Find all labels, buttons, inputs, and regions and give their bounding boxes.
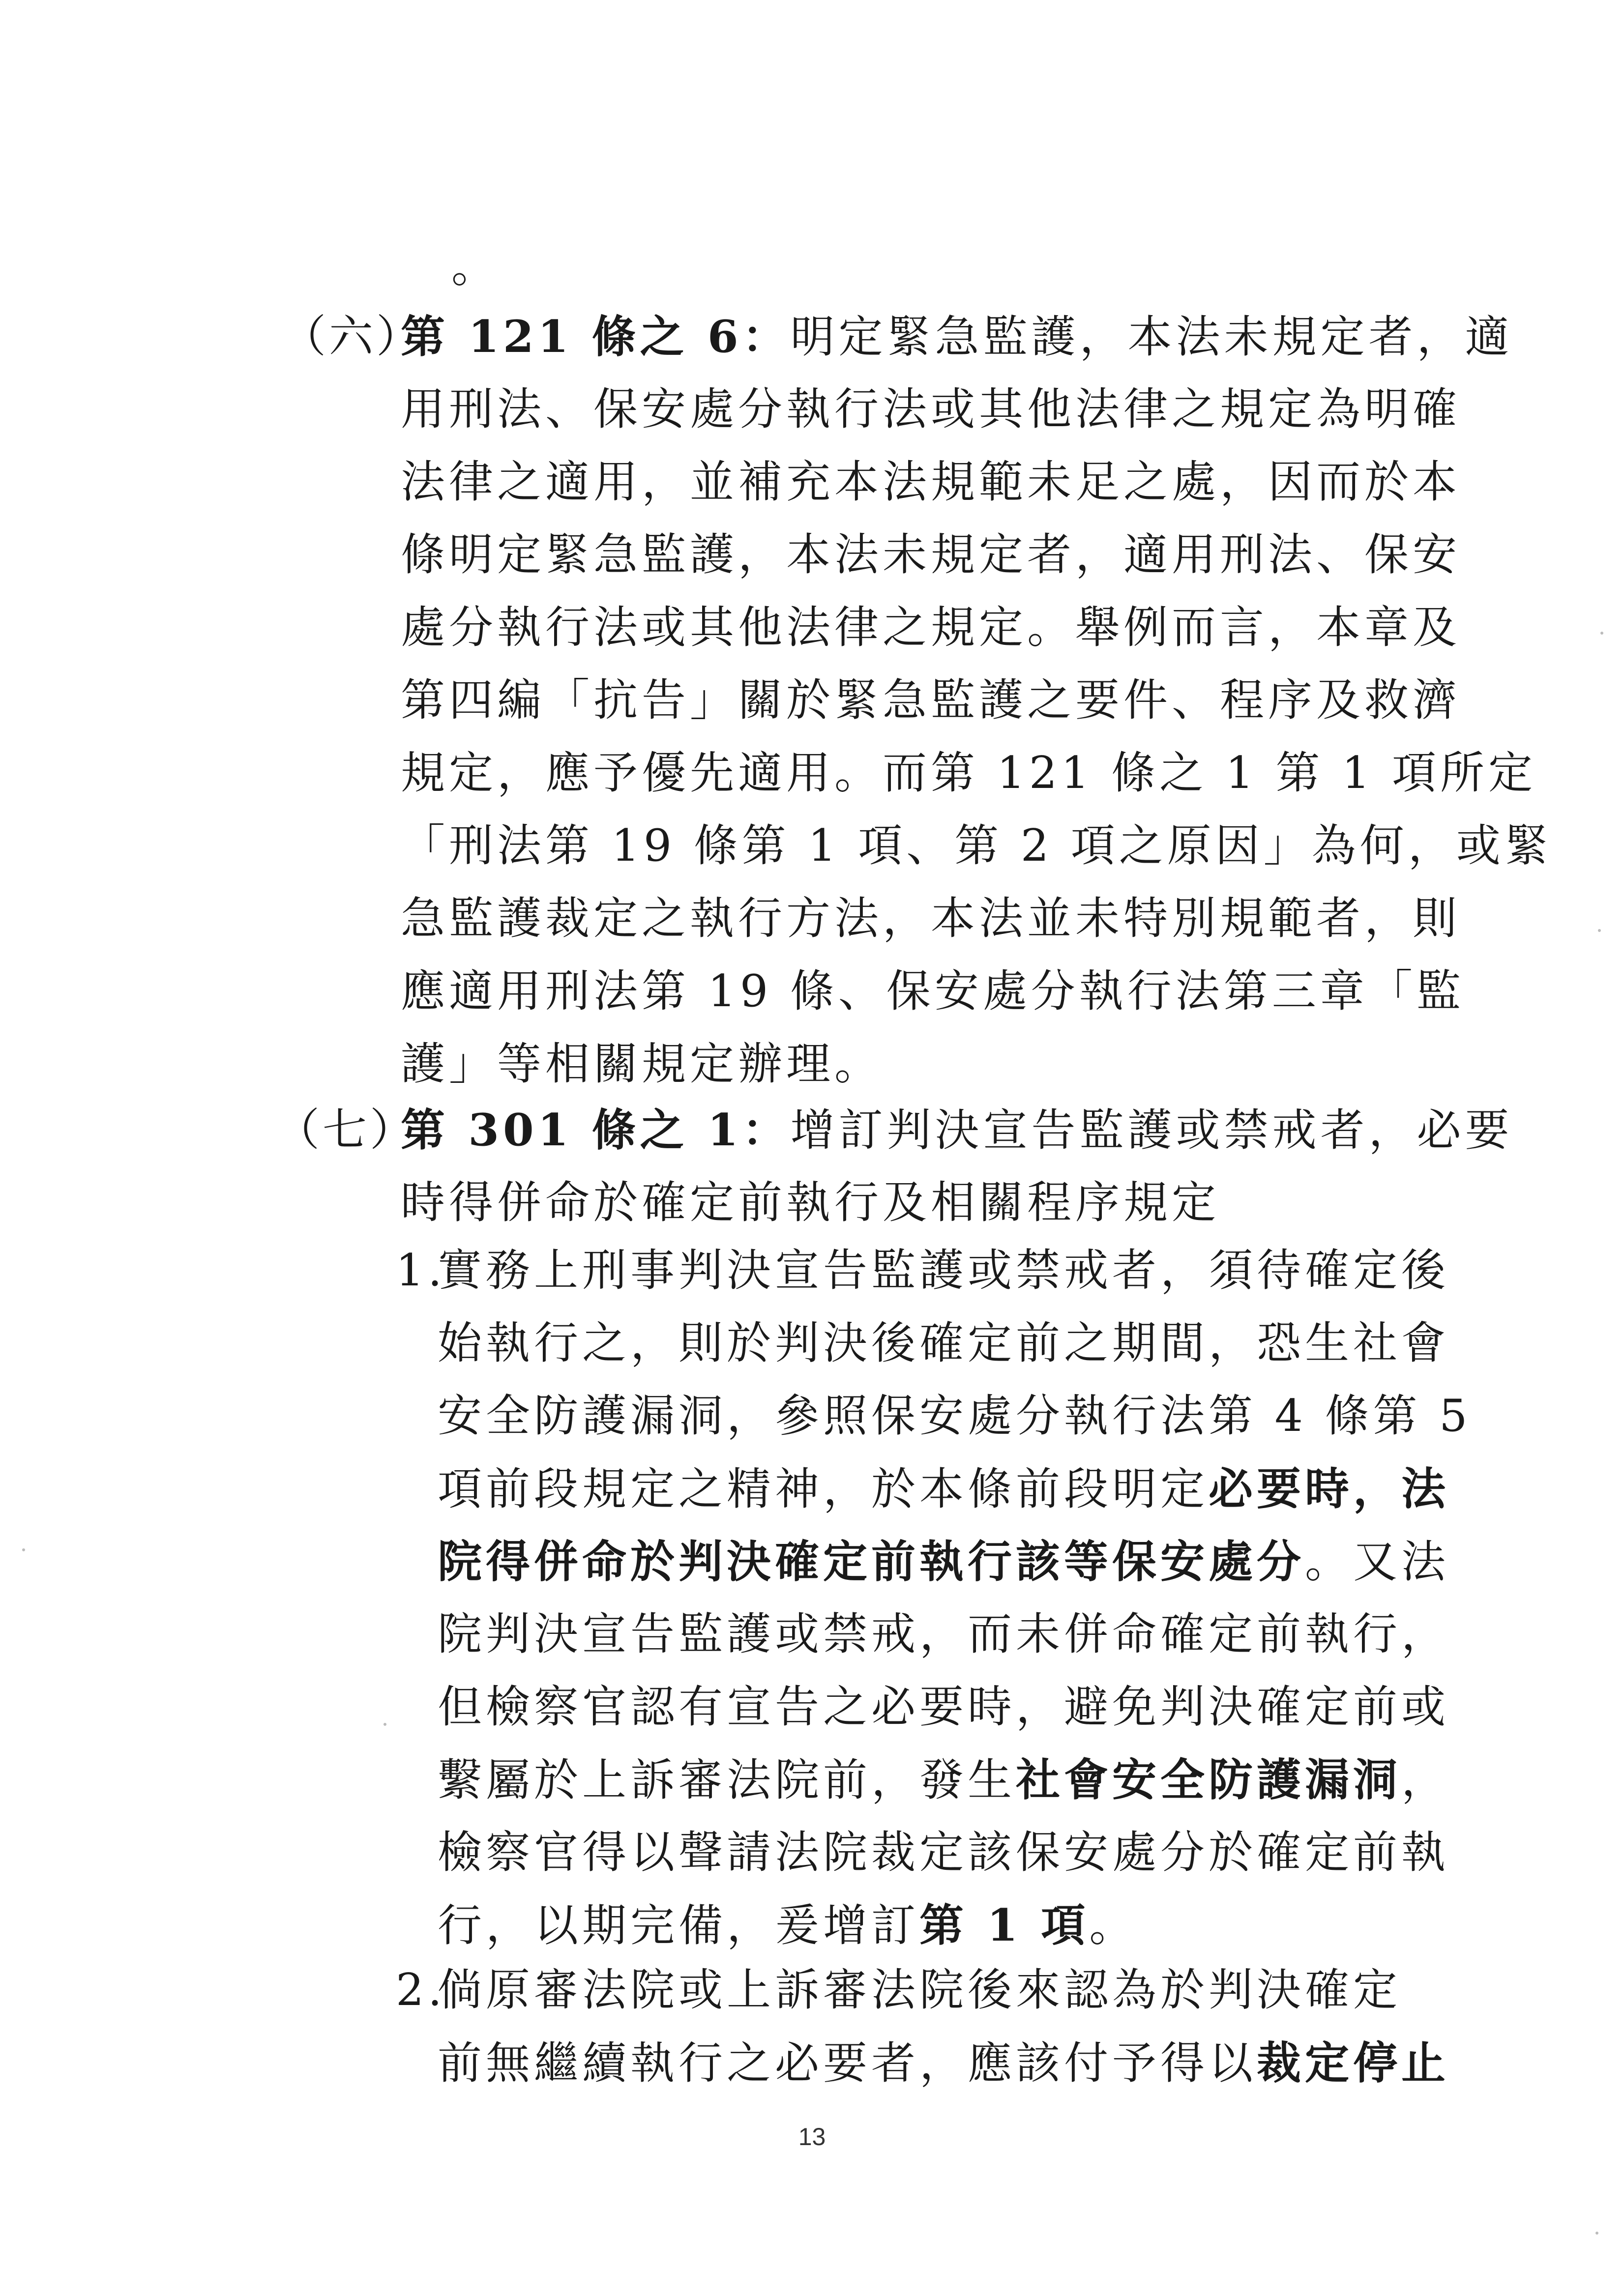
scan-speck: [1595, 2232, 1598, 2235]
item-1-line-7: 但檢察官認有宣告之必要時，避免判決確定前或: [438, 1681, 1449, 1733]
section-6-line-7: 規定，應予優先適用。而第 121 條之 1 第 1 項所定: [401, 747, 1536, 799]
item-2-number: 2.: [396, 1964, 446, 2016]
item-1-line-3: 安全防護漏洞，參照保安處分執行法第 4 條第 5: [438, 1390, 1472, 1442]
item-1-line-5: [438, 1535, 1449, 1589]
section-7-line-1: [401, 1103, 1513, 1158]
item-1-line-5-plain: 。又法: [1305, 1536, 1449, 1588]
item-1-line-4-plain: 項前段規定之精神，於本條前段明定: [438, 1463, 1209, 1515]
item-1-line-9: 檢察官得以聲請法院裁定該保安處分於確定前執: [438, 1827, 1449, 1878]
section-7-heading: 第 301 條之 1：: [401, 1104, 791, 1156]
item-1-line-10: [438, 1898, 1137, 1953]
section-6-line-2: 用刑法、保安處分執行法或其他法律之規定為明確: [401, 383, 1461, 435]
section-6-line-11: 護」等相關規定辦理。: [401, 1038, 883, 1090]
item-2-line-2: [438, 2036, 1449, 2091]
section-6-line-8: 「刑法第 19 條第 1 項、第 2 項之原因」為何，或緊: [401, 820, 1553, 872]
item-1-line-8-plain: 繫屬於上訴審法院前，發生: [438, 1754, 1016, 1806]
item-2-line-2-bold: 裁定停止: [1257, 2037, 1449, 2089]
section-6-text: 明定緊急監護，本法未規定者，適: [790, 311, 1513, 363]
scan-speck: [22, 1548, 25, 1551]
section-7-marker: （七）: [275, 1104, 417, 1156]
scan-speck: [384, 1723, 386, 1726]
section-6-line-4: 條明定緊急監護，本法未規定者，適用刑法、保安: [401, 529, 1461, 581]
section-6-heading: 第 121 條之 6：: [401, 311, 791, 363]
item-2-line-1: 倘原審法院或上訴審法院後來認為於判決確定: [438, 1964, 1401, 2016]
section-6-line-5: 處分執行法或其他法律之規定。舉例而言，本章及: [401, 602, 1461, 653]
item-1-line-5-bold: 院得併命於判決確定前執行該等保安處分: [438, 1536, 1305, 1588]
item-2-line-2-plain: 前無繼續執行之必要者，應該付予得以: [438, 2037, 1257, 2089]
section-6-marker: （六）: [282, 311, 423, 362]
item-1-line-10-plain: 行，以期完備，爰增訂: [438, 1900, 919, 1951]
page-number: 13: [798, 2123, 826, 2151]
leading-period: 。: [451, 241, 500, 292]
section-6-line-9: 急監護裁定之執行方法，本法並未特別規範者，則: [401, 893, 1461, 944]
scan-speck: [1600, 632, 1603, 635]
item-1-line-1: 實務上刑事判決宣告監護或禁戒者，須待確定後: [438, 1245, 1449, 1296]
item-1-line-10-end: 。: [1089, 1900, 1138, 1951]
item-1-line-4-bold: 必要時，法: [1209, 1463, 1449, 1515]
item-1-line-10-bold: 第 1 項: [919, 1899, 1090, 1951]
section-6-line-1: [401, 310, 1513, 364]
section-6-line-6: 第四編「抗告」關於緊急監護之要件、程序及救濟: [401, 674, 1461, 726]
item-1-line-6: 院判決宣告監護或禁戒，而未併命確定前執行，: [438, 1608, 1449, 1660]
item-1-line-2: 始執行之，則於判決後確定前之期間，恐生社會: [438, 1317, 1449, 1369]
item-1-line-8-bold: 社會安全防護漏洞: [1016, 1754, 1401, 1806]
item-1-line-8-comma: ，: [1401, 1754, 1449, 1806]
section-7-text: 增訂判決宣告監護或禁戒者，必要: [790, 1104, 1513, 1156]
item-1-line-4: [438, 1462, 1449, 1516]
scan-speck: [1598, 929, 1601, 932]
section-6-line-3: 法律之適用，並補充本法規範未足之處，因而於本: [401, 456, 1461, 508]
section-7-line-2: 時得併命於確定前執行及相關程序規定: [401, 1177, 1220, 1228]
item-1-line-8: [438, 1753, 1449, 1807]
item-1-number: 1.: [396, 1245, 446, 1296]
section-6-line-10: 應適用刑法第 19 條、保安處分執行法第三章「監: [401, 965, 1465, 1017]
